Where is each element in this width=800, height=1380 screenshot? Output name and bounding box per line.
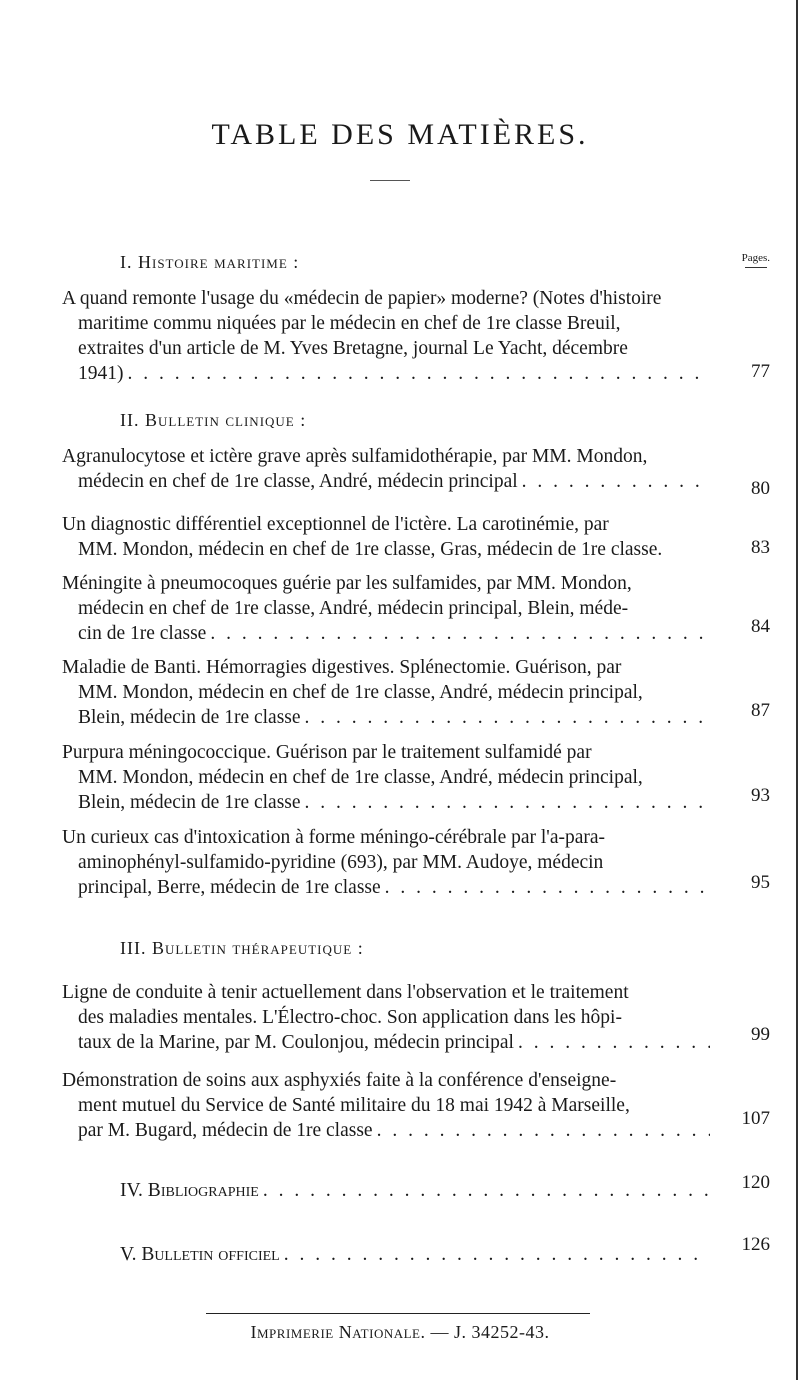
section-heading-2: II. Bulletin clinique : [120,410,307,430]
entry-line: Maladie de Banti. Hémorragies digestives. Splénectomie. Guérison, par [62,657,622,678]
page-number: 126 [741,1234,770,1255]
toc-entry [62,512,710,562]
section-heading-4-row [120,1180,710,1202]
dot-leader [284,1244,710,1266]
section-heading-1: I. Histoire maritime : [120,252,300,272]
section-heading-4: IV. Bibliographie [120,1180,259,1201]
entry-line: Purpura méningococcique. Guérison par le traitement sulfamidé par [62,742,592,763]
page-number: 87 [751,700,770,721]
entry-line: taux de la Marine, par M. Coulonjou, médecin principal [78,1032,514,1053]
page-number: 80 [751,478,770,499]
toc-entry [62,825,710,900]
entry-last-line [62,1030,710,1055]
printer-imprint: Imprimerie Nationale. — J. 34252-43. [250,1322,550,1342]
page-title: TABLE DES MATIÈRES. [211,118,589,151]
entry-last-line [62,705,710,730]
dot-leader [305,707,710,728]
entry-line: médecin en chef de 1re classe, André, médecin principal [78,471,518,492]
entry-line: Un diagnostic différentiel exceptionnel de l'ictère. La carotinémie, par [62,514,609,535]
dot-leader [305,792,710,813]
section-heading-5-row [120,1244,710,1266]
dot-leader [263,1180,710,1202]
toc-entry [62,444,710,494]
page-number: 77 [751,361,770,382]
toc-entry [62,655,710,730]
entry-line: Un curieux cas d'intoxication à forme méningo-cérébrale par l'a-para- [62,827,606,848]
dot-leader [385,877,710,898]
dot-leader [128,363,711,384]
page-number: 120 [741,1172,770,1193]
toc-entry [62,740,710,815]
page-number: 99 [751,1024,770,1045]
entry-line: MM. Mondon, médecin en chef de 1re classe, André, médecin principal, [78,767,643,788]
entry-line: des maladies mentales. L'Électro-choc. Son application dans les hôpi- [78,1007,622,1028]
entry-last-line [62,790,710,815]
toc-entry [62,980,710,1055]
page-number: 83 [751,537,770,558]
entry-line: 1941) [78,363,124,384]
dot-leader [518,1032,710,1053]
page-number: 107 [741,1108,770,1129]
entry-line: A quand remonte l'usage du «médecin de papier» moderne? (Notes d'histoire [62,288,662,309]
entry-line: Méningite à pneumocoques guérie par les sulfamides, par MM. Mondon, [62,573,632,594]
title-rule [370,180,410,181]
page-number: 93 [751,785,770,806]
dot-leader [377,1120,710,1141]
entry-last-line [62,469,710,494]
entry-last-line [62,361,710,386]
entry-line: cin de 1re classe [78,623,207,644]
entry-line: Agranulocytose et ictère grave après sulfamidothérapie, par MM. Mondon, [62,446,648,467]
section-heading-3: III. Bulletin thérapeutique : [120,938,364,958]
toc-entry [62,286,710,386]
toc-entry [62,1068,710,1143]
toc-entry [62,571,710,646]
entry-line: Blein, médecin de 1re classe [78,707,301,728]
entry-line: MM. Mondon, médecin en chef de 1re classe, André, médecin principal, [78,682,643,703]
dot-leader [210,623,710,644]
entry-line: ment mutuel du Service de Santé militaire du 18 mai 1942 à Marseille, [78,1095,630,1116]
entry-last-line [62,1118,710,1143]
page-number: 95 [751,872,770,893]
entry-line: principal, Berre, médecin de 1re classe [78,877,381,898]
entry-line: par M. Bugard, médecin de 1re classe [78,1120,373,1141]
pages-label-rule [745,267,767,268]
section-heading-5: V. Bulletin officiel [120,1244,280,1265]
entry-line: maritime commu niquées par le médecin en chef de 1re classe Breuil, [78,313,621,334]
entry-line: Ligne de conduite à tenir actuellement dans l'observation et le traitement [62,982,629,1003]
entry-last-line [62,621,710,646]
dot-leader [522,471,710,492]
entry-line: Démonstration de soins aux asphyxiés faite à la conférence d'enseigne- [62,1070,617,1091]
entry-last-line [62,875,710,900]
entry-line: MM. Mondon, médecin en chef de 1re classe, Gras, médecin de 1re classe. [78,539,663,560]
footer-rule [206,1313,590,1314]
entry-line: Blein, médecin de 1re classe [78,792,301,813]
page-edge [796,0,798,1380]
entry-line: aminophényl-sulfamido-pyridine (693), par MM. Audoye, médecin [78,852,604,873]
pages-column-label [742,252,770,268]
pages-label-text: Pages. [741,252,770,264]
page-number: 84 [751,616,770,637]
entry-line: extraites d'un article de M. Yves Bretagne, journal Le Yacht, décembre [78,338,628,359]
entry-line: médecin en chef de 1re classe, André, médecin principal, Blein, méde- [78,598,629,619]
